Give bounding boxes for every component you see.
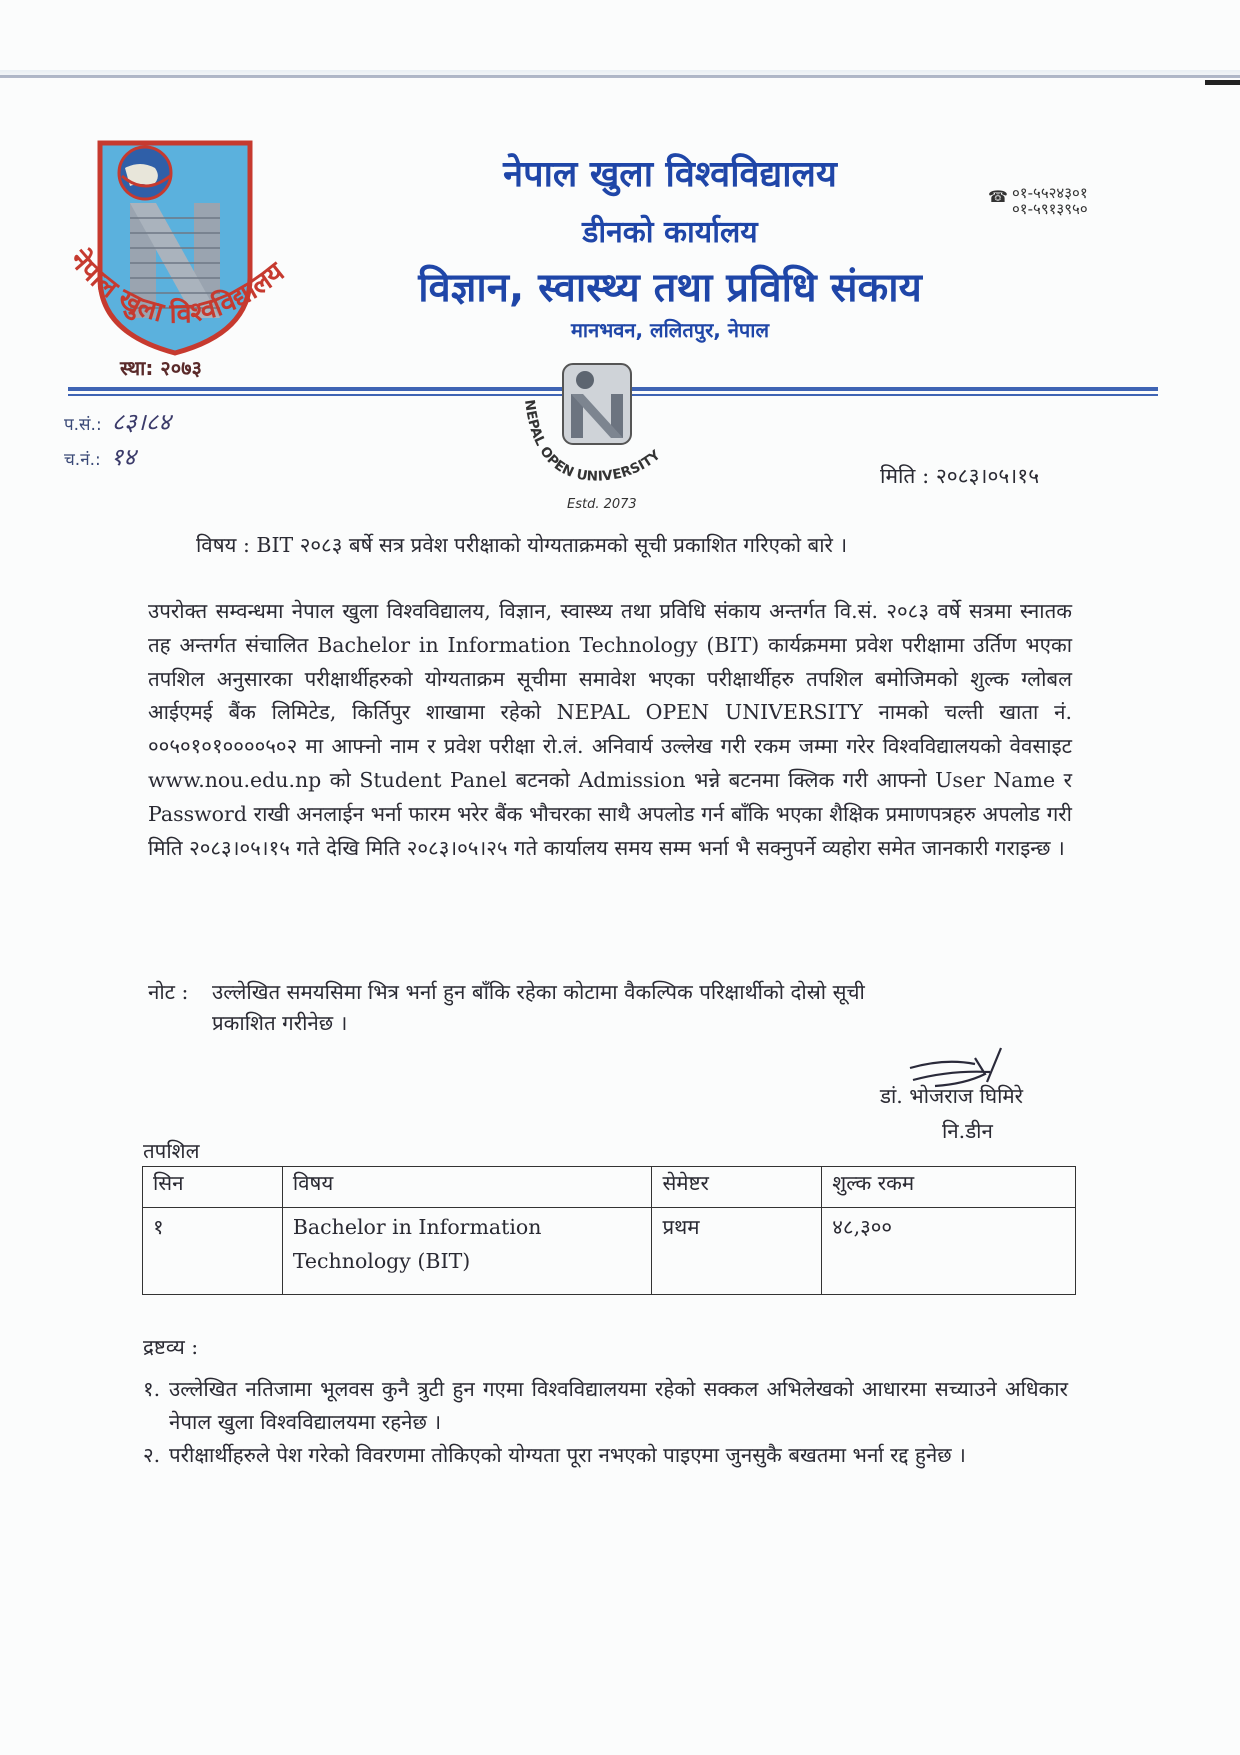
- note-line1: उल्लेखित समयसिमा भित्र भर्ना हुन बाँकि रहेका कोटामा वैकल्पिक परिक्षार्थीको दोस्रो सूची: [212, 980, 865, 1004]
- logo-arc-text: [60, 138, 310, 378]
- university-address: मानभवन, ललितपुर, नेपाल: [570, 318, 770, 342]
- observation-text: परीक्षार्थीहरुले पेश गरेको विवरणमा तोकिएको योग्यता पूरा नभएको पाइएमा जुनसुकै बखतमा भर्ना रद्द हुनेछ ।: [169, 1443, 966, 1467]
- table-cell-sn: १: [143, 1208, 283, 1295]
- observation-item: [143, 1439, 1068, 1472]
- note-line2: प्रकाशित गरीनेछ ।: [212, 1011, 348, 1035]
- observation-number: १.: [143, 1377, 161, 1401]
- table-header: सिन: [143, 1167, 283, 1208]
- fee-table: [142, 1166, 1076, 1295]
- signatory-name: डां. भोजराज घिमिरे: [880, 1084, 1024, 1108]
- table-cell-fee: ४८,३००: [822, 1208, 1076, 1295]
- faculty-name: विज्ञान, स्वास्थ्य तथा प्रविधि संकाय: [418, 265, 922, 311]
- cn-value: १४: [110, 443, 136, 471]
- observation-text: उल्लेखित नतिजामा भूलवस कुनै त्रुटी हुन गएमा विश्वविद्यालयमा रहेको सक्कल अभिलेखको आधारमा सच्याउने अधिकार नेपाल खुला विश्वविद्यालयमा रहनेछ ।: [169, 1377, 1068, 1434]
- letter-date: मिति : २०८३।०५।१५: [880, 464, 1040, 488]
- observation-number: २.: [143, 1443, 161, 1467]
- scan-top-line: [0, 75, 1240, 78]
- scan-edge-mark: [1205, 80, 1240, 85]
- note: [148, 976, 1072, 1009]
- seal-estd: Estd. 2073: [567, 497, 637, 510]
- table-header: शुल्क रकम: [822, 1167, 1076, 1208]
- university-seal: [505, 360, 695, 510]
- logo-arc-label: नेपाल खुला विश्वविद्यालय: [63, 244, 291, 330]
- table-header-row: [143, 1167, 1076, 1208]
- svg-text:नेपाल खुला विश्वविद्यालय: [63, 243, 292, 329]
- observations-label: द्रष्टव्य :: [143, 1335, 199, 1359]
- table-cell-subject: Bachelor in Information Technology (BIT): [282, 1208, 652, 1295]
- office-name: डीनको कार्यालय: [582, 215, 758, 250]
- phone-block: [988, 184, 1088, 218]
- signatory-title: नि.डीन: [942, 1119, 993, 1143]
- letter-body: उपरोक्त सम्वन्धमा नेपाल खुला विश्वविद्यालय, विज्ञान, स्वास्थ्य तथा प्रविधि संकाय अन्तर्गत वि.सं. २०८३ वर्षे सत्रमा स्नातक तह अन्तर्गत संचालित Bachelor in Information Technology (BIT) कार्यक्रममा प्रवेश परीक्षामा उर्तिण भएका तपशिल अनुसारका परीक्षार्थीहरुको योग्यताक्रम सूचीमा समावेश भएका परीक्षार्थीहरु तपशिल बमोजिमको शुल्क ग्लोबल आईएमई बैंक लिमिटेड, किर्तिपुर शाखामा रहेको NEPAL OPEN UNIVERSITY नामको चल्ती खाता नं. ००५०१०१००००५०२ मा आफ्नो नाम र प्रवेश परीक्षा रो.लं. अनिवार्य उल्लेख गरी रकम जम्मा गरेर विश्वविद्यालयको वेवसाइट www.nou.edu.np को Student Panel बटनको Admission भन्ने बटनमा क्लिक गरी आफ्नो User Name र Password राखी अनलाईन भर्ना फारम भरेर बैंक भौचरका साथै अपलोड गर्न बाँकि भएका शैक्षिक प्रमाणपत्रहरु अपलोड गरी मिति २०८३।०५।१५ गते देखि मिति २०८३।०५।२५ गते कार्यालय समय सम्म भर्ना भै सक्नुपर्ने व्यहोरा समेत जानकारी गराइन्छ ।: [148, 599, 1072, 860]
- logo-established: स्था: २०७३: [120, 356, 202, 380]
- phone-number: ०१-५९१३९५०: [1012, 200, 1088, 218]
- ps-value: ८३।८४: [111, 408, 171, 436]
- university-name: नेपाल खुला विश्वविद्यालय: [503, 154, 837, 195]
- ps-label: प.सं.:: [64, 415, 102, 435]
- table-caption: तपशिल: [143, 1139, 200, 1163]
- reference-cn: [64, 440, 136, 473]
- telephone-icon: ☎: [988, 187, 1008, 206]
- phone-number: ०१-५५२४३०१: [1012, 184, 1088, 202]
- table-header: सेमेष्टर: [652, 1167, 822, 1208]
- table-cell-semester: प्रथम: [652, 1208, 822, 1295]
- seal-text: NEPAL OPEN UNIVERSITY: [520, 398, 664, 485]
- table-row: [143, 1208, 1076, 1295]
- table-header: विषय: [282, 1167, 652, 1208]
- cn-label: च.नं.:: [64, 450, 101, 470]
- observation-item: [143, 1373, 1068, 1439]
- letter-subject: विषय : BIT २०८३ बर्षे सत्र प्रवेश परीक्षाको योग्यताक्रमको सूची प्रकाशित गरिएको बारे ।: [196, 533, 848, 557]
- reference-ps: [64, 405, 171, 438]
- note-label: नोट :: [148, 980, 189, 1004]
